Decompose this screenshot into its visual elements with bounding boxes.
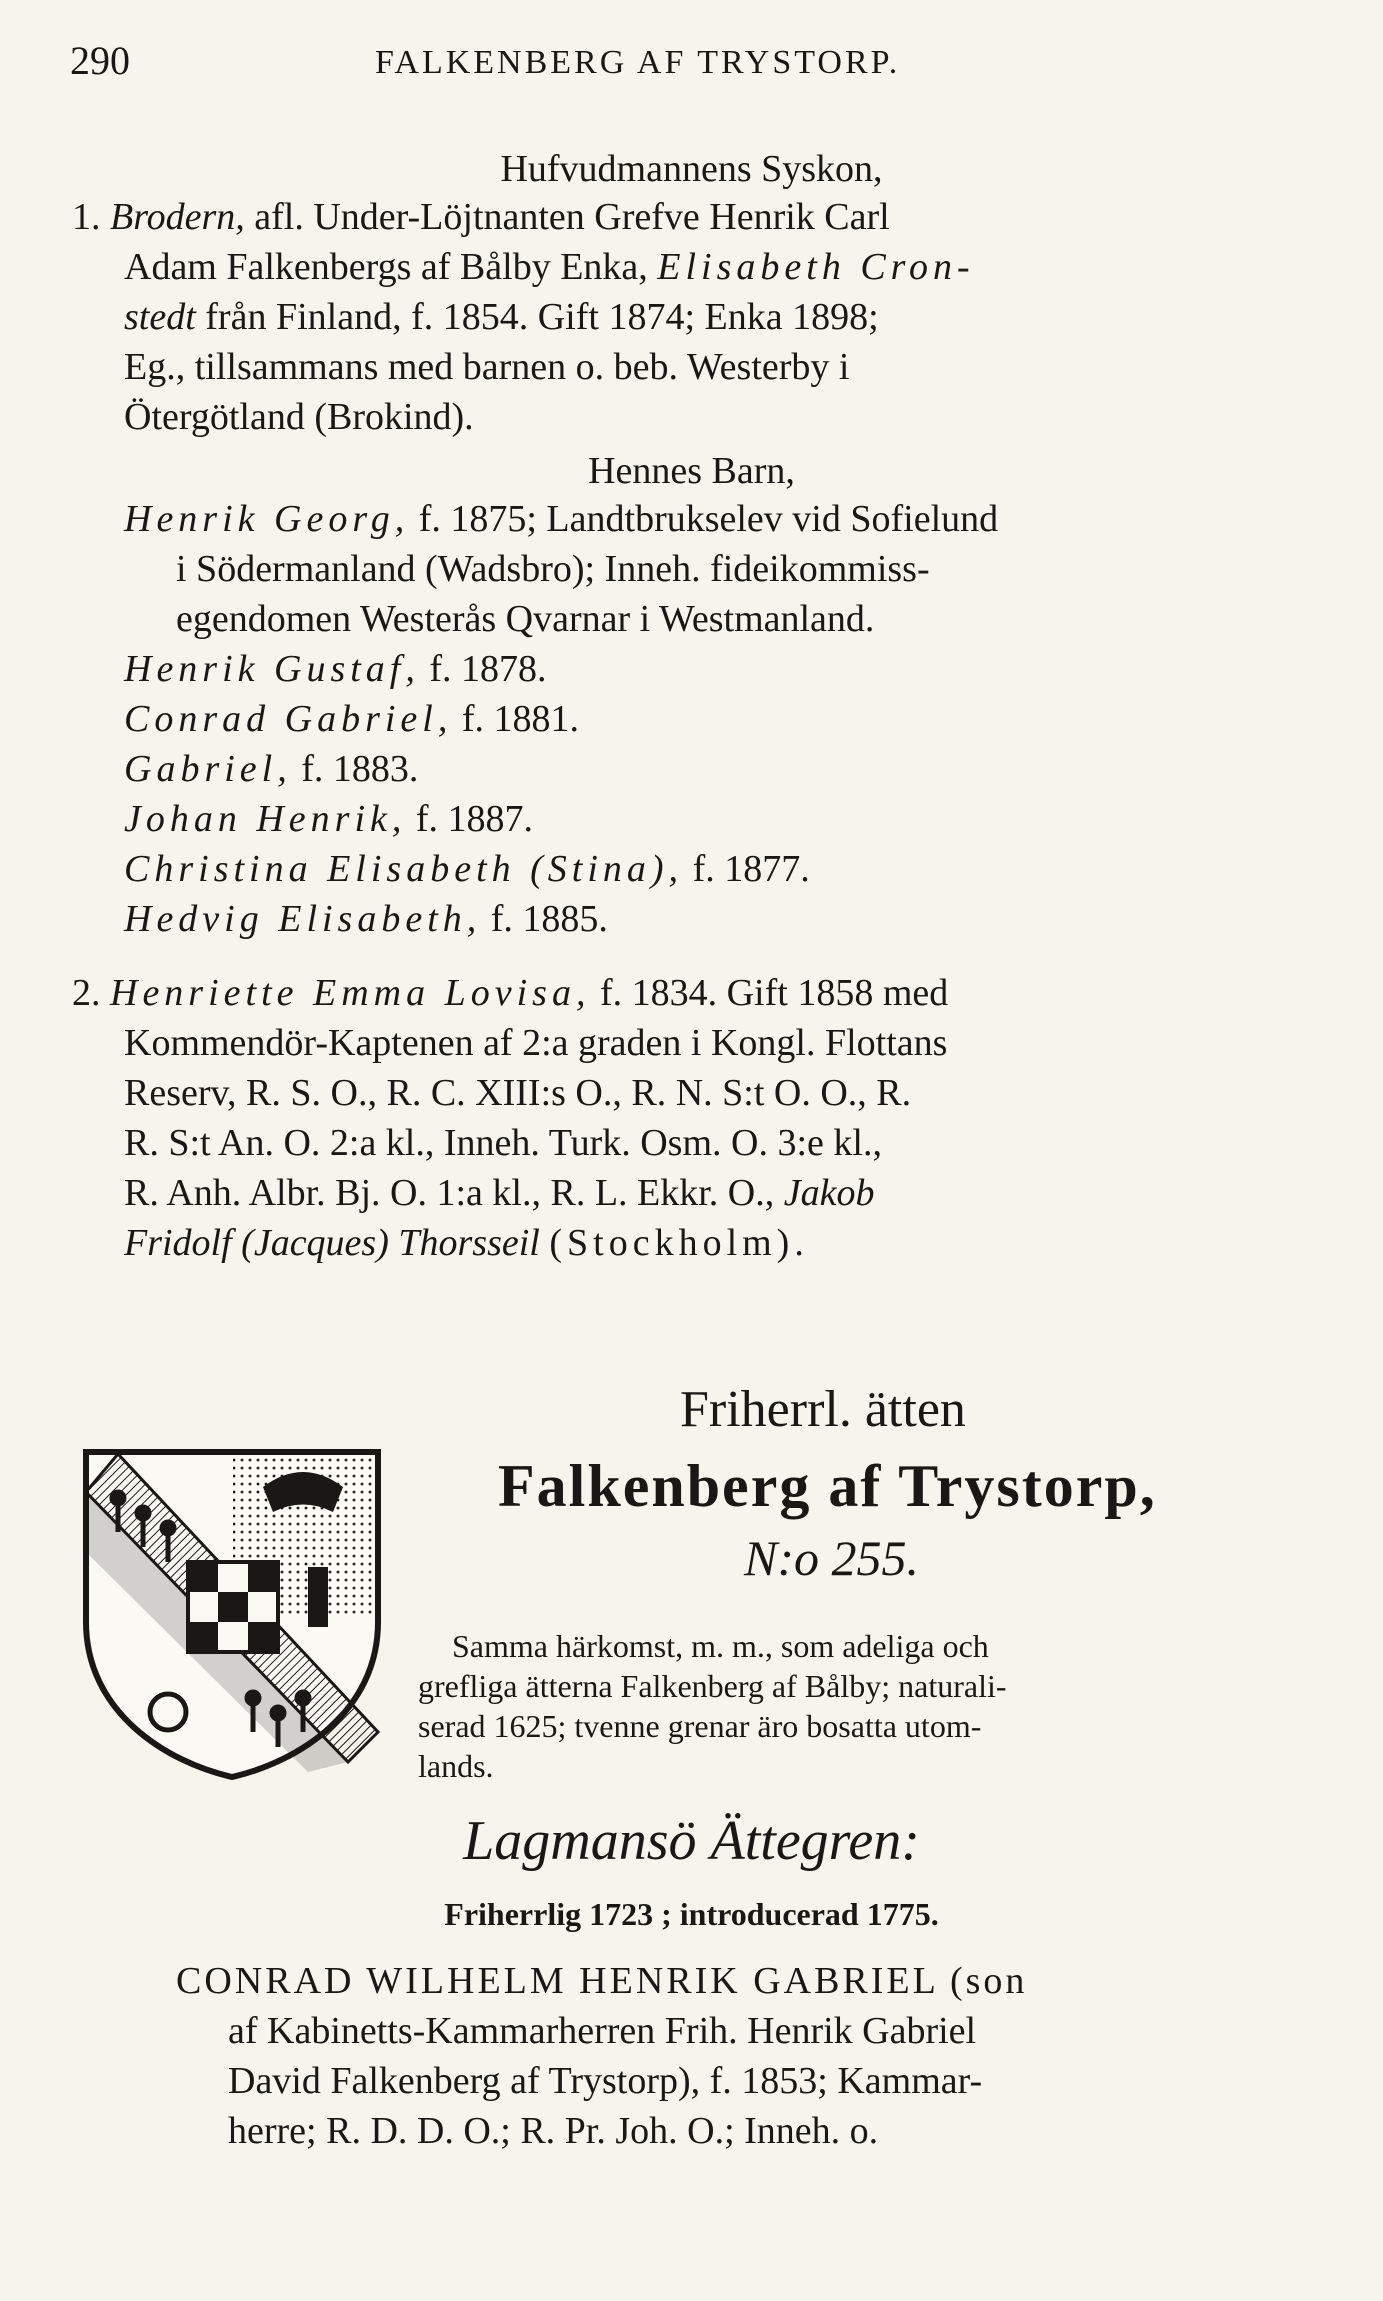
person-line-2: af Kabinetts-Kammarherren Frih. Henrik Gabriel (228, 2010, 977, 2052)
section-heading-syskon: Hufvudmannens Syskon, (500, 148, 883, 190)
child-4 (124, 746, 418, 792)
child-2 (124, 646, 547, 692)
family-desc-1: Samma härkomst, m. m., som adeliga och (452, 1628, 989, 1664)
running-title: FALKENBERG AF TRYSTORP. (375, 44, 901, 81)
entry-text: f. 1881. (461, 698, 580, 740)
entry-2-line-5 (124, 1170, 874, 1216)
person-name: Fridolf (Jacques) Thorsseil (124, 1222, 540, 1264)
person-name: stedt (124, 296, 196, 338)
person-name: Jakob (783, 1172, 875, 1214)
entry-text: f. 1885. (490, 898, 608, 940)
entry-2-line-2: Kommendör-Kaptenen af 2:a graden i Kongl. Flottans (124, 1022, 948, 1064)
child-1-line-3: egendomen Westerås Qvarnar i Westmanland. (176, 598, 875, 640)
entry-2-line-3: Reserv, R. S. O., R. C. XIII:s O., R. N. S:t O. O., R. (124, 1072, 912, 1114)
entry-text: f. 1887. (415, 798, 534, 840)
entry-text: f. 1877. (692, 848, 810, 890)
entry-text: afl. Under-Löjtnanten Grefve Henrik Carl (254, 196, 890, 238)
entry-2-line-4: R. S:t An. O. 2:a kl., Inneh. Turk. Osm. O. 3:e kl., (124, 1122, 882, 1164)
entry-text: f. 1834. Gift 1858 med (599, 972, 949, 1014)
person-name: Elisabeth Cron- (657, 246, 975, 288)
child-5 (124, 796, 533, 842)
family-title: Falkenberg af Trystorp, (498, 1453, 1157, 1519)
entry-text: f. 1883. (301, 748, 419, 790)
child-6 (124, 846, 810, 892)
person-name: Conrad Gabriel, (124, 698, 453, 740)
family-desc-3: serad 1625; tvenne grenar äro bosatta utom- (418, 1708, 982, 1744)
entry-1-line-5: Ötergötland (Brokind). (124, 396, 474, 438)
person-name: Christina Elisabeth (Stina), (124, 848, 684, 890)
entry-2-line-6 (124, 1220, 809, 1266)
person-name: Gabriel, (124, 748, 292, 790)
entry-text: Adam Falkenbergs af Bålby Enka, (124, 246, 648, 288)
entry-1-line-1 (72, 194, 890, 240)
person-line-4: herre; R. D. D. O.; R. Pr. Joh. O.; Inneh. o. (228, 2110, 879, 2152)
family-title-prefix: Friherrl. ätten (680, 1381, 966, 1438)
coat-of-arms-icon (78, 1432, 388, 1782)
entry-2-line-1 (72, 970, 948, 1016)
person-line-1: CONRAD WILHELM HENRIK GABRIEL (son (176, 1960, 1028, 2002)
family-desc-4: lands. (418, 1748, 494, 1784)
entry-number: 1. (72, 196, 101, 238)
page-number: 290 (70, 38, 130, 83)
entry-number: 2. (72, 972, 101, 1014)
entry-text: f. 1875; Landtbrukselev vid Sofielund (418, 498, 999, 540)
branch-subtitle: Friherrlig 1723 ; introducerad 1775. (444, 1896, 939, 1932)
person-name: Hedvig Elisabeth, (124, 898, 482, 940)
person-name: Johan Henrik, (124, 798, 407, 840)
entry-text: (Stockholm). (549, 1222, 809, 1264)
child-7 (124, 896, 608, 942)
person-line-3: David Falkenberg af Trystorp), f. 1853; Kammar- (228, 2060, 983, 2102)
person-name: Henrik Georg, (124, 498, 410, 540)
entry-text: f. 1878. (429, 648, 547, 690)
entry-1-line-2 (124, 244, 975, 290)
person-name: Henrik Gustaf, (124, 648, 420, 690)
entry-1-line-3 (124, 294, 879, 340)
person-name: Henriette Emma Lovisa, (110, 972, 591, 1014)
family-number: N:o 255. (744, 1530, 919, 1586)
child-1-line-1 (124, 496, 998, 542)
children-heading: Hennes Barn, (588, 450, 795, 492)
child-3 (124, 696, 579, 742)
child-1-line-2: i Södermanland (Wadsbro); Inneh. fideikommiss- (176, 548, 930, 590)
entry-1-line-4: Eg., tillsammans med barnen o. beb. Westerby i (124, 346, 850, 388)
entry-text: från Finland, f. 1854. Gift 1874; Enka 1898; (205, 296, 879, 338)
entry-label: Brodern, (110, 196, 245, 238)
branch-title: Lagmansö Ättegren: (463, 1810, 920, 1872)
family-desc-2: grefliga ätterna Falkenberg af Bålby; naturali- (418, 1668, 1007, 1704)
entry-text: R. Anh. Albr. Bj. O. 1:a kl., R. L. Ekkr. O., (124, 1172, 775, 1214)
